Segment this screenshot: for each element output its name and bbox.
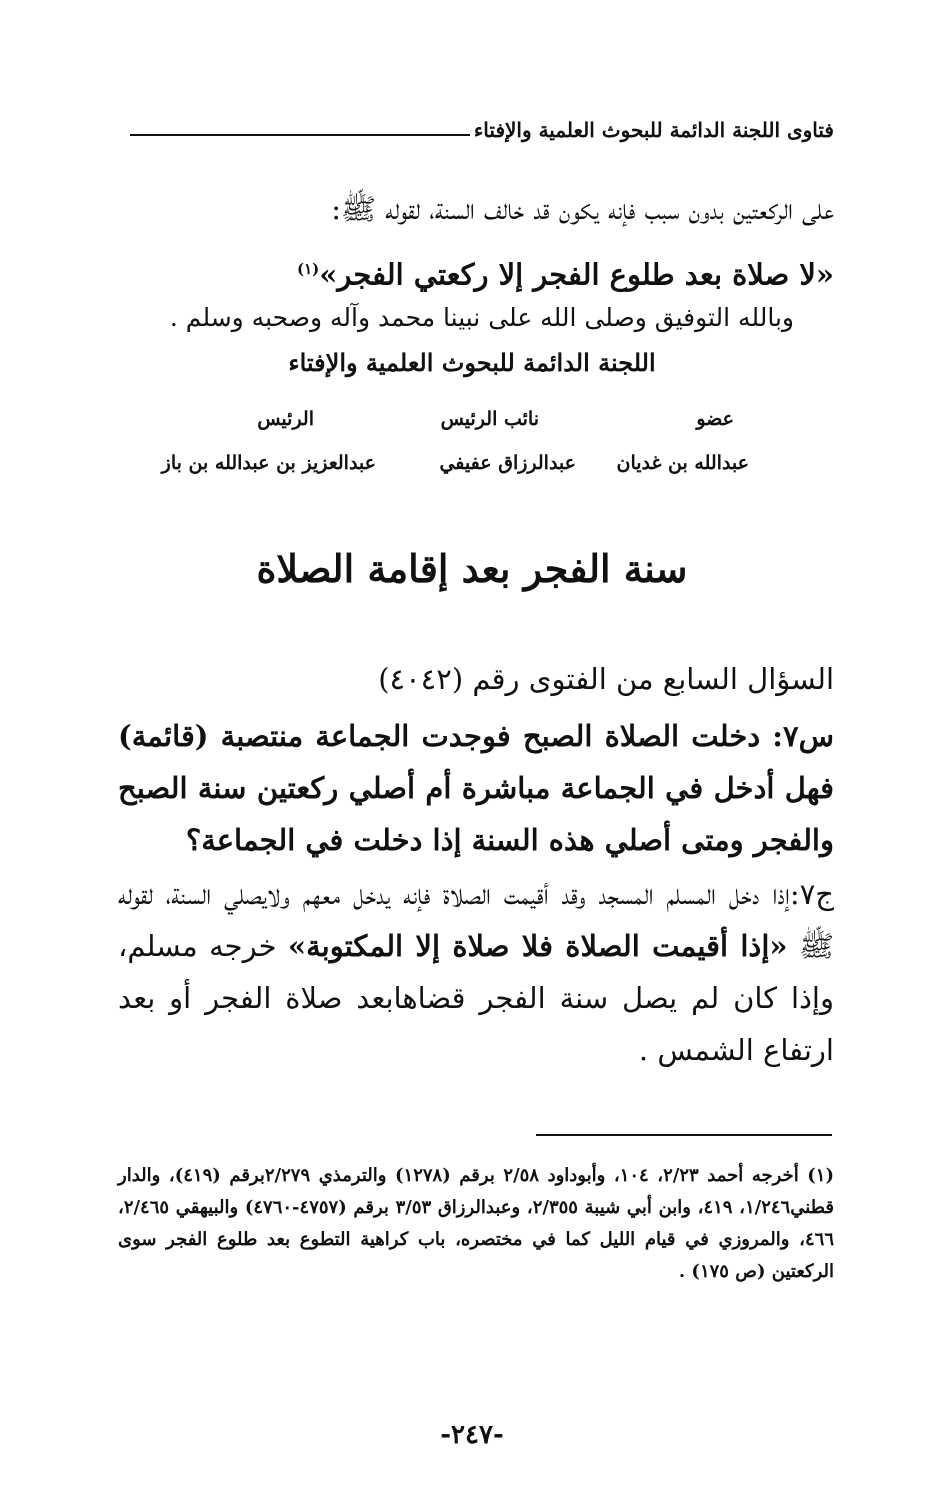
signatory-role-vice-chairman: نائب الرئيس — [440, 408, 539, 430]
committee-name: اللجنة الدائمة للبحوث العلمية والإفتاء — [288, 348, 656, 377]
header-rule — [130, 134, 470, 136]
answer-hadith: «إذا أقيمت الصلاة فلا صلاة إلا المكتوبة» — [287, 929, 788, 963]
closing-prayer: وبالله التوفيق وصلى الله على نبينا محمد وآله وصحبه وسلم . — [169, 303, 794, 332]
hadith-text: «لا صلاة بعد طلوع الفجر إلا ركعتي الفجر» — [319, 257, 834, 292]
signatory-name-vice-chairman: عبدالرزاق عفيفي — [439, 452, 576, 474]
signatory-role-member: عضو — [696, 408, 734, 430]
question-reference: السؤال السابع من الفتوى رقم (٤٠٤٢) — [378, 662, 834, 696]
answer-conclusion: خرجه مسلم، وإذا كان لم يصل سنة الفجر قضاهابعد صلاة الفجر أو بعد ارتفاع الشمس . — [118, 929, 834, 1067]
footnote-rule — [536, 1134, 832, 1136]
signatory-role-chairman: الرئيس — [257, 408, 314, 430]
answer-text — [118, 868, 834, 1076]
signatory-name-member: عبدالله بن غديان — [616, 452, 749, 474]
page-number: -٢٤٧- — [440, 1420, 504, 1450]
footnote-text: (١) أخرجه أحمد ٢/٢٣، ١٠٤، وأبوداود ٢/٥٨ برقم (١٢٧٨) والترمذي ٢/٢٧٩برقم (٤١٩)، والدار قطني١/٢٤٦، ٤١٩، وابن أبي شيبة ٢/٣٥٥، وعبدالرزاق ٣/٥٣ برقم (٤٧٥٧-٤٧٦٠) والبيهقي ٢/٤٦٥، ٤٦٦، والمروزي في قيام الليل كما في مختصره، باب كراهية التطوع بعد طلوع الفجر سوى الركعتين (ص ١٧٥) . — [118, 1165, 835, 1282]
section-title: سنة الفجر بعد إقامة الصلاة — [256, 546, 688, 591]
signatory-name-chairman: عبدالعزيز بن عبدالله بن باز — [161, 452, 376, 474]
running-header: فتاوى اللجنة الدائمة للبحوث العلمية والإفتاء — [473, 118, 834, 142]
answer-intro: ج٧:إذا دخل المسلم المسجد وقد أقيمت الصلاة فإنه يدخل معهم ولايصلي السنة، لقوله ﷺ — [118, 877, 834, 963]
question-text: س٧: دخلت الصلاة الصبح فوجدت الجماعة منتصبة (قائمة) فهل أدخل في الجماعة مباشرة أم أصلي ركعتين سنة الصبح والفجر ومتى أصلي هذه السنة إذا دخلت في الجماعة؟ — [118, 719, 834, 857]
footnote-mark: (١) — [296, 260, 320, 278]
opening-line: على الركعتين بدون سبب فإنه يكون قد خالف السنة، لقوله ﷺ: — [331, 192, 834, 226]
